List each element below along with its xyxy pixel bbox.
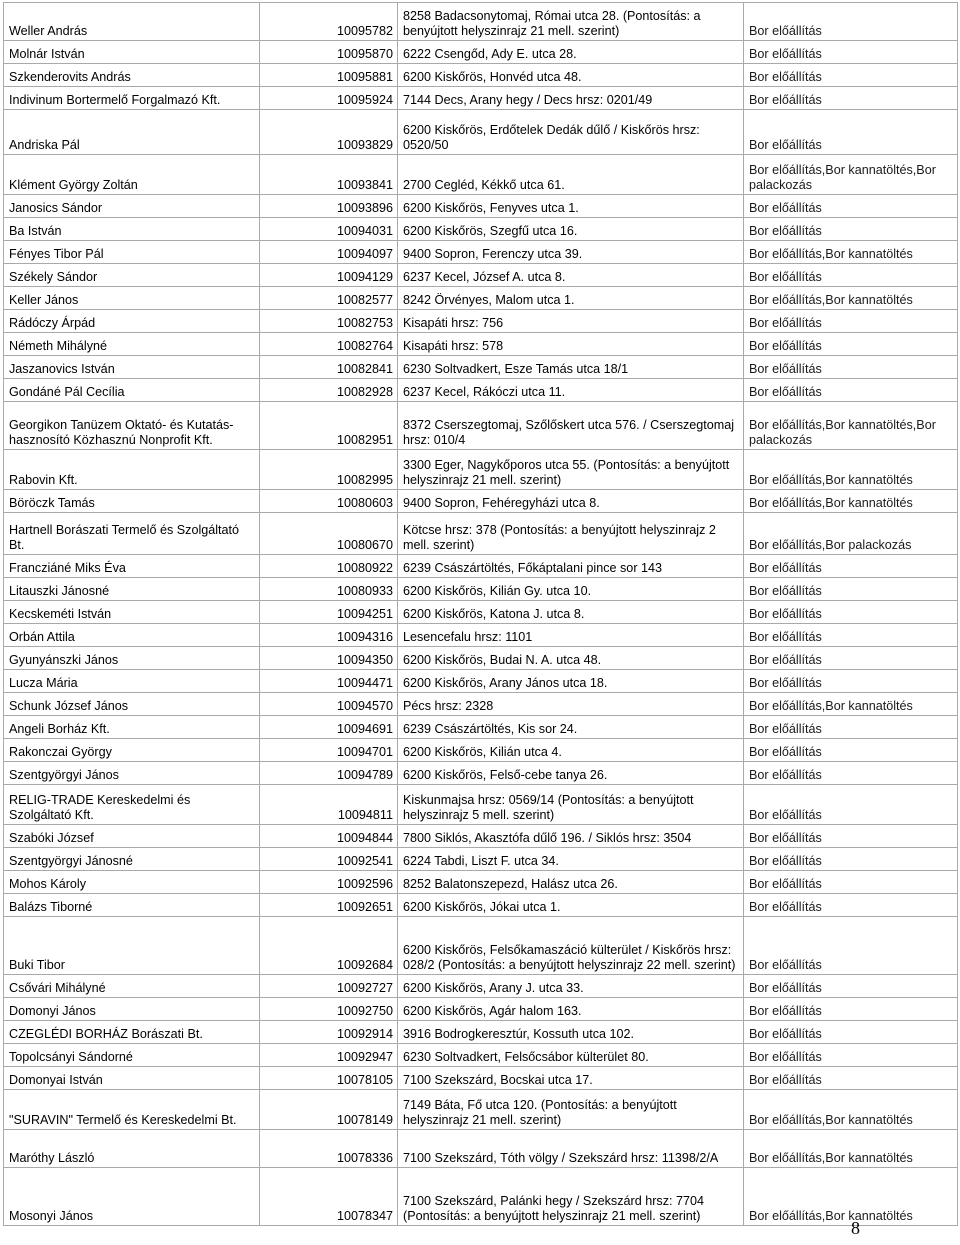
cell-activity: Bor előállítás,Bor kannatöltés (744, 1168, 958, 1226)
cell-address: 6200 Kiskőrös, Jókai utca 1. (398, 894, 744, 917)
cell-address: 6200 Kiskőrös, Felső-cebe tanya 26. (398, 762, 744, 785)
cell-name: CZEGLÉDI BORHÁZ Borászati Bt. (4, 1021, 260, 1044)
table-row (4, 218, 958, 241)
table-row (4, 848, 958, 871)
table-row (4, 513, 958, 555)
cell-activity: Bor előállítás (744, 1044, 958, 1067)
cell-address: 7100 Szekszárd, Palánki hegy / Szekszárd hrsz: 7704 (Pontosítás: a benyújtott helyszinrajz 21 mell. szerint) (398, 1168, 744, 1226)
cell-activity: Bor előállítás (744, 601, 958, 624)
table-row (4, 624, 958, 647)
cell-name: Gondáné Pál Cecília (4, 379, 260, 402)
cell-id: 10078336 (260, 1130, 398, 1168)
cell-activity: Bor előállítás (744, 578, 958, 601)
cell-name: Molnár István (4, 41, 260, 64)
table-row (4, 975, 958, 998)
table-row (4, 333, 958, 356)
registry-table-body (4, 3, 958, 1226)
table-row (4, 87, 958, 110)
cell-id: 10078347 (260, 1168, 398, 1226)
cell-address: 6237 Kecel, József A. utca 8. (398, 264, 744, 287)
cell-name: Székely Sándor (4, 264, 260, 287)
cell-address: 9400 Sopron, Ferenczy utca 39. (398, 241, 744, 264)
cell-address: 3300 Eger, Nagykőporos utca 55. (Pontosítás: a benyújtott helyszinrajz 21 mell. szerint) (398, 450, 744, 490)
cell-id: 10094844 (260, 825, 398, 848)
cell-name: Balázs Tiborné (4, 894, 260, 917)
cell-id: 10093896 (260, 195, 398, 218)
cell-id: 10094097 (260, 241, 398, 264)
cell-name: Rakonczai György (4, 739, 260, 762)
table-row (4, 241, 958, 264)
cell-name: Böröczk Tamás (4, 490, 260, 513)
cell-name: "SURAVIN" Termelő és Kereskedelmi Bt. (4, 1090, 260, 1130)
cell-activity: Bor előállítás (744, 716, 958, 739)
cell-id: 10082841 (260, 356, 398, 379)
cell-name: Orbán Attila (4, 624, 260, 647)
cell-activity: Bor előállítás,Bor kannatöltés (744, 490, 958, 513)
cell-activity: Bor előállítás (744, 1067, 958, 1090)
table-row (4, 785, 958, 825)
table-row (4, 762, 958, 785)
cell-activity: Bor előállítás (744, 379, 958, 402)
cell-id: 10094251 (260, 601, 398, 624)
cell-id: 10094316 (260, 624, 398, 647)
table-row (4, 1168, 958, 1226)
cell-activity: Bor előállítás (744, 1021, 958, 1044)
cell-address: 8242 Örvényes, Malom utca 1. (398, 287, 744, 310)
cell-id: 10094350 (260, 647, 398, 670)
table-row (4, 647, 958, 670)
table-row (4, 670, 958, 693)
table-row (4, 693, 958, 716)
table-row (4, 356, 958, 379)
cell-activity: Bor előállítás (744, 64, 958, 87)
cell-activity: Bor előállítás (744, 110, 958, 155)
cell-id: 10092914 (260, 1021, 398, 1044)
cell-name: Rabovin Kft. (4, 450, 260, 490)
cell-address: 7100 Szekszárd, Tóth völgy / Szekszárd hrsz: 11398/2/A (398, 1130, 744, 1168)
table-row (4, 871, 958, 894)
cell-address: Kiskunmajsa hrsz: 0569/14 (Pontosítás: a benyújtott helyszinrajz 5 mell. szerint) (398, 785, 744, 825)
cell-id: 10092541 (260, 848, 398, 871)
cell-address: 6200 Kiskőrös, Budai N. A. utca 48. (398, 647, 744, 670)
cell-activity: Bor előállítás,Bor kannatöltés,Bor palackozás (744, 402, 958, 450)
cell-address: 6200 Kiskőrös, Fenyves utca 1. (398, 195, 744, 218)
table-row (4, 379, 958, 402)
cell-id: 10093829 (260, 110, 398, 155)
table-row (4, 1044, 958, 1067)
table-row (4, 739, 958, 762)
table-row (4, 3, 958, 41)
table-row (4, 894, 958, 917)
cell-id: 10094031 (260, 218, 398, 241)
cell-id: 10080603 (260, 490, 398, 513)
cell-address: 6224 Tabdi, Liszt F. utca 34. (398, 848, 744, 871)
cell-activity: Bor előállítás (744, 3, 958, 41)
table-row (4, 716, 958, 739)
cell-activity: Bor előállítás,Bor kannatöltés (744, 693, 958, 716)
table-row (4, 1130, 958, 1168)
cell-address: 6239 Császártöltés, Főkáptalani pince sor 143 (398, 555, 744, 578)
cell-name: Keller János (4, 287, 260, 310)
cell-name: Mohos Károly (4, 871, 260, 894)
cell-address: 6230 Soltvadkert, Felsőcsábor külterület 80. (398, 1044, 744, 1067)
table-row (4, 1021, 958, 1044)
cell-name: Georgikon Tanüzem Oktató- és Kutatás-hasznosító Közhasznú Nonprofit Kft. (4, 402, 260, 450)
table-row (4, 310, 958, 333)
cell-address: Kötcse hrsz: 378 (Pontosítás: a benyújtott helyszinrajz 2 mell. szerint) (398, 513, 744, 555)
table-row (4, 110, 958, 155)
table-row (4, 1067, 958, 1090)
table-row (4, 450, 958, 490)
cell-id: 10095924 (260, 87, 398, 110)
cell-name: Rádóczy Árpád (4, 310, 260, 333)
cell-id: 10078149 (260, 1090, 398, 1130)
cell-name: Kecskeméti István (4, 601, 260, 624)
cell-activity: Bor előállítás (744, 670, 958, 693)
cell-name: Maróthy László (4, 1130, 260, 1168)
cell-address: 6237 Kecel, Rákóczi utca 11. (398, 379, 744, 402)
cell-name: Csővári Mihályné (4, 975, 260, 998)
table-row (4, 917, 958, 975)
cell-id: 10080922 (260, 555, 398, 578)
table-row (4, 195, 958, 218)
cell-address: 9400 Sopron, Fehéregyházi utca 8. (398, 490, 744, 513)
cell-address: 6200 Kiskőrös, Szegfű utca 16. (398, 218, 744, 241)
cell-name: Schunk József János (4, 693, 260, 716)
table-row (4, 578, 958, 601)
cell-name: Lucza Mária (4, 670, 260, 693)
cell-id: 10082753 (260, 310, 398, 333)
cell-activity: Bor előállítás (744, 310, 958, 333)
cell-activity: Bor előállítás (744, 975, 958, 998)
cell-address: 8252 Balatonszepezd, Halász utca 26. (398, 871, 744, 894)
table-row (4, 155, 958, 195)
cell-activity: Bor előállítás (744, 894, 958, 917)
cell-id: 10082764 (260, 333, 398, 356)
cell-address: Kisapáti hrsz: 756 (398, 310, 744, 333)
cell-address: 6230 Soltvadkert, Esze Tamás utca 18/1 (398, 356, 744, 379)
cell-address: 2700 Cegléd, Kékkő utca 61. (398, 155, 744, 195)
table-row (4, 825, 958, 848)
cell-address: 6222 Csengőd, Ady E. utca 28. (398, 41, 744, 64)
cell-address: 6200 Kiskőrös, Erdőtelek Dedák dűlő / Kiskőrös hrsz: 0520/50 (398, 110, 744, 155)
cell-id: 10092596 (260, 871, 398, 894)
cell-id: 10092651 (260, 894, 398, 917)
cell-activity: Bor előállítás (744, 195, 958, 218)
cell-name: Ba István (4, 218, 260, 241)
cell-id: 10082995 (260, 450, 398, 490)
cell-name: Mosonyi János (4, 1168, 260, 1226)
cell-name: RELIG-TRADE Kereskedelmi és Szolgáltató Kft. (4, 785, 260, 825)
cell-name: Buki Tibor (4, 917, 260, 975)
table-row (4, 555, 958, 578)
cell-address: 6200 Kiskőrös, Arany János utca 18. (398, 670, 744, 693)
cell-address: 3916 Bodrogkeresztúr, Kossuth utca 102. (398, 1021, 744, 1044)
cell-activity: Bor előállítás (744, 848, 958, 871)
cell-activity: Bor előállítás (744, 825, 958, 848)
cell-id: 10080933 (260, 578, 398, 601)
page-number: 8 (851, 1218, 860, 1238)
cell-activity: Bor előállítás (744, 333, 958, 356)
cell-name: Andriska Pál (4, 110, 260, 155)
cell-address: 7144 Decs, Arany hegy / Decs hrsz: 0201/49 (398, 87, 744, 110)
cell-activity: Bor előállítás (744, 41, 958, 64)
cell-id: 10095870 (260, 41, 398, 64)
table-row (4, 402, 958, 450)
cell-address: 6200 Kiskőrös, Kilián utca 4. (398, 739, 744, 762)
cell-name: Gyunyánszki János (4, 647, 260, 670)
cell-name: Jaszanovics István (4, 356, 260, 379)
cell-name: Fényes Tibor Pál (4, 241, 260, 264)
table-row (4, 287, 958, 310)
cell-address: 6200 Kiskőrös, Agár halom 163. (398, 998, 744, 1021)
cell-address: 6200 Kiskőrös, Arany J. utca 33. (398, 975, 744, 998)
cell-address: 6200 Kiskőrös, Kilián Gy. utca 10. (398, 578, 744, 601)
cell-name: Hartnell Borászati Termelő és Szolgáltató Bt. (4, 513, 260, 555)
cell-id: 10080670 (260, 513, 398, 555)
cell-address: 8372 Cserszegtomaj, Szőlőskert utca 576. / Cserszegtomaj hrsz: 010/4 (398, 402, 744, 450)
cell-id: 10094471 (260, 670, 398, 693)
cell-address: 6200 Kiskőrös, Katona J. utca 8. (398, 601, 744, 624)
cell-name: Litauszki Jánosné (4, 578, 260, 601)
table-row (4, 41, 958, 64)
cell-address: 7100 Szekszárd, Bocskai utca 17. (398, 1067, 744, 1090)
cell-id: 10094570 (260, 693, 398, 716)
cell-address: 6200 Kiskőrös, Honvéd utca 48. (398, 64, 744, 87)
cell-activity: Bor előállítás,Bor kannatöltés (744, 241, 958, 264)
cell-name: Angeli Borház Kft. (4, 716, 260, 739)
cell-id: 10092684 (260, 917, 398, 975)
cell-id: 10094811 (260, 785, 398, 825)
cell-address: Kisapáti hrsz: 578 (398, 333, 744, 356)
cell-id: 10078105 (260, 1067, 398, 1090)
cell-id: 10082577 (260, 287, 398, 310)
cell-activity: Bor előállítás (744, 917, 958, 975)
cell-activity: Bor előállítás,Bor kannatöltés (744, 450, 958, 490)
cell-address: 7149 Báta, Fő utca 120. (Pontosítás: a benyújtott helyszinrajz 21 mell. szerint) (398, 1090, 744, 1130)
cell-activity: Bor előállítás,Bor kannatöltés (744, 1130, 958, 1168)
cell-activity: Bor előállítás (744, 739, 958, 762)
cell-id: 10092750 (260, 998, 398, 1021)
cell-activity: Bor előállítás (744, 647, 958, 670)
table-row (4, 64, 958, 87)
cell-name: Indivinum Bortermelő Forgalmazó Kft. (4, 87, 260, 110)
cell-name: Szentgyörgyi Jánosné (4, 848, 260, 871)
cell-id: 10093841 (260, 155, 398, 195)
cell-id: 10094789 (260, 762, 398, 785)
cell-name: Szentgyörgyi János (4, 762, 260, 785)
table-row (4, 1090, 958, 1130)
cell-address: 6200 Kiskőrös, Felsőkamaszáció külterület / Kiskőrös hrsz: 028/2 (Pontosítás: a benyújtott helyszinrajz 22 mell. szerint) (398, 917, 744, 975)
table-row (4, 264, 958, 287)
cell-address: 7800 Siklós, Akasztófa dűlő 196. / Siklós hrsz: 3504 (398, 825, 744, 848)
cell-activity: Bor előállítás,Bor kannatöltés (744, 287, 958, 310)
cell-name: Francziáné Miks Éva (4, 555, 260, 578)
cell-name: Topolcsányi Sándorné (4, 1044, 260, 1067)
cell-address: 6239 Császártöltés, Kis sor 24. (398, 716, 744, 739)
cell-activity: Bor előállítás (744, 762, 958, 785)
registry-table (3, 2, 958, 1226)
cell-address: Pécs hrsz: 2328 (398, 693, 744, 716)
cell-activity: Bor előállítás,Bor kannatöltés,Bor palackozás (744, 155, 958, 195)
cell-name: Németh Mihályné (4, 333, 260, 356)
cell-activity: Bor előállítás (744, 785, 958, 825)
cell-activity: Bor előállítás,Bor kannatöltés (744, 1090, 958, 1130)
cell-activity: Bor előállítás (744, 264, 958, 287)
cell-address: Lesencefalu hrsz: 1101 (398, 624, 744, 647)
cell-id: 10094701 (260, 739, 398, 762)
cell-id: 10082951 (260, 402, 398, 450)
cell-name: Weller András (4, 3, 260, 41)
cell-id: 10092947 (260, 1044, 398, 1067)
cell-id: 10094129 (260, 264, 398, 287)
cell-activity: Bor előállítás (744, 356, 958, 379)
cell-id: 10094691 (260, 716, 398, 739)
table-row (4, 601, 958, 624)
cell-activity: Bor előállítás,Bor palackozás (744, 513, 958, 555)
cell-address: 8258 Badacsonytomaj, Római utca 28. (Pontosítás: a benyújtott helyszinrajz 21 mell. szerint) (398, 3, 744, 41)
cell-id: 10092727 (260, 975, 398, 998)
cell-activity: Bor előállítás (744, 998, 958, 1021)
cell-activity: Bor előállítás (744, 87, 958, 110)
cell-activity: Bor előállítás (744, 555, 958, 578)
cell-activity: Bor előállítás (744, 871, 958, 894)
cell-name: Domonyi János (4, 998, 260, 1021)
cell-name: Domonyai István (4, 1067, 260, 1090)
cell-id: 10082928 (260, 379, 398, 402)
cell-name: Klément György Zoltán (4, 155, 260, 195)
cell-activity: Bor előállítás (744, 624, 958, 647)
table-row (4, 998, 958, 1021)
table-row (4, 490, 958, 513)
cell-activity: Bor előállítás (744, 218, 958, 241)
cell-id: 10095782 (260, 3, 398, 41)
cell-name: Janosics Sándor (4, 195, 260, 218)
cell-name: Szabóki József (4, 825, 260, 848)
cell-name: Szkenderovits András (4, 64, 260, 87)
cell-id: 10095881 (260, 64, 398, 87)
